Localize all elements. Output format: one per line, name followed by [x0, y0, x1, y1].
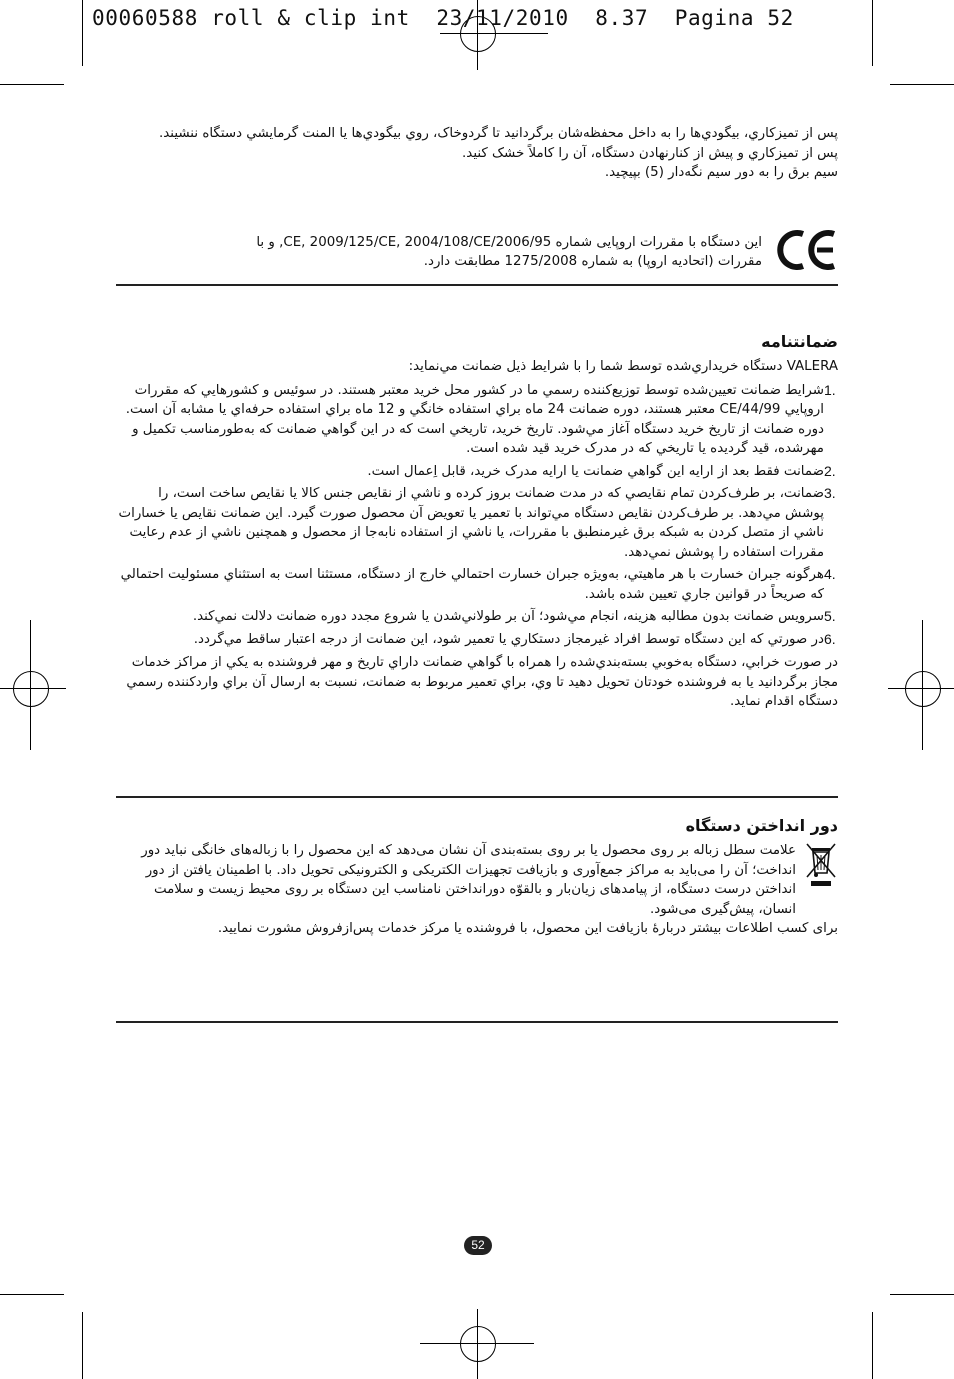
item-number: 4.: [824, 566, 836, 582]
warranty-item: [116, 484, 838, 562]
warranty-item: [116, 462, 838, 482]
cleaning-line: سیم برق را به دور سیم نگه‌دار (5) بپیچید.: [604, 165, 838, 180]
crop-mark: [890, 84, 954, 85]
item-text: سرویس ضمانت بدون مطالبه هزینه، انجام مي‌شود؛ آن بر طولاني‌شدن یا شروع مجدد دوره ضمانت دلالت نمي‌کند.: [192, 609, 824, 624]
crop-mark: [0, 1294, 64, 1295]
disposal-text: علامت سطل زباله بر روی محصول یا بر روی بسته‌بندی آن نشان می‌دهد که این محصول را با زباله‌های خانگی نباید دور انداخت؛ آن را می‌باید به مراکز جمع‌آوری و بازیافت تجهیزات الکتریکی و الکترونیکی تحویل داد. با اطمینان یافتن از دور انداختن درست دستگاه، از پیامدهای زیان‌بار و بالقوّه دورانداختن نامناسب این دستگاه بر روی محیط زیست و سلامت انسان، پیش‌گیری می‌شود.: [141, 843, 796, 917]
warranty-intro: VALERA دستگاه خریداري‌شده توسط شما را با شرایط ذیل ضمانت مي‌نماید:: [408, 359, 838, 374]
item-text: در صورتي که این دستگاه توسط افراد غیرمجاز دستکاري یا تعمیر شود، این ضمانت از درجه اعتبار ساقط مي‌گردد.: [193, 631, 824, 647]
item-text: ضمانت، بر طرف‌کردن تمام نقایصي که در مدت ضمانت بروز کرده و ناشي از نقایص جنس کالا یا نقایص ساخت است، را پوشش مي‌دهد. بر طرف‌کردن نقایص دستگاه مي‌تواند با تعمیر یا تعویض آن محصول صورت گیرد. این ضمانت نقایص یا خسارات ناشي از متصل کردن به شبکه برق غیرمنطبق با مقررات، یا ناشي از استفاده نابه‌جا از محصول و همچنین ناشي از عدم رعایت مقررات استفاده را پوشش نمي‌دهد.: [118, 486, 824, 560]
warranty-item: [116, 607, 838, 627]
item-number: 6.: [824, 630, 836, 647]
crop-mark: [872, 0, 873, 66]
cleaning-line: پس از تمیزکاري، بیگودي‌ها را به داخل محفظه‌شان برگردانید تا گردوخاک، روي بیگودي‌ها یا المنت گرمایشي دستگاه ننشیند.: [159, 126, 838, 141]
item-text: ضمانت فقط بعد از ارایه این گواهي ضمانت یا ارایه مدرک خرید، قابل اِعمال است.: [367, 463, 824, 479]
warranty-title: ضمانتنامه: [761, 332, 838, 351]
section-divider: [116, 284, 838, 286]
item-number: 5.: [824, 608, 836, 624]
crop-mark: [890, 1294, 954, 1295]
ce-mark-icon: [776, 226, 838, 278]
item-text: شرایط ضمانت تعیین‌شده توسط توزیع‌کننده رسمي ما در کشور محل خرید معتبر هستند. در سوئیس و کشورهایي که مقررات اروپایي 44/99/CE معتبر هستند، دوره ضمانت 24 ماه براي استفاده خانگي و 12 ماه براي استفاده حرفه‌اي یا مشابه آن است. دوره ضمانت از تاریخ خرید دستگاه آغاز مي‌شود. تاریخ خرید، تاریخي است که در این گواهي ضمانت که به‌طورمناسب تکمیل و مهرشده، قید گردیده یا تاریخي که در مدرک خرید قید شده است.: [125, 382, 824, 456]
ce-compliance: [116, 226, 838, 278]
crop-mark: [0, 84, 64, 85]
cleaning-line: پس از تمیزکاري و پیش از کنارنهادن دستگاه، آن را کاملاً خشک کنید.: [462, 145, 838, 161]
warranty-item: [116, 565, 838, 604]
cleaning-section: [116, 124, 838, 183]
ce-text-line: مقررات (اتحادیه اروپا) به شماره 1275/2008 مطابقت دارد.: [423, 254, 762, 269]
item-text: هرگونه جبران خسارت با هر ماهیتي، به‌ویژه جبران خسارت احتمالي خارج از دستگاه، مستثنا است به استثناي مسئولیت احتمالي که صریحاً در قوانین جاري تعیین شده باشد.: [120, 567, 824, 602]
item-number: 2.: [824, 462, 836, 479]
disposal-title: دور انداختن دستگاه: [685, 816, 838, 835]
disposal-text: برای کسب اطلاعات بیشتر دربارهٔ بازیافت این محصول، با فروشنده یا مرکز خدمات پس‌ازفروش مشورت نمایید.: [217, 921, 838, 936]
crop-mark: [872, 1312, 873, 1379]
disposal-section: [116, 816, 838, 939]
ce-text-line: این دستگاه با مقررات اروپایی شماره 2006/95/CE, 2009/125/CE, 2004/108/CE, و با: [256, 234, 762, 250]
warranty-section: [116, 332, 838, 712]
warranty-item: [116, 381, 838, 459]
warranty-item: [116, 630, 838, 650]
page-number: 52: [464, 1236, 492, 1255]
warranty-closing: در صورت خرابي، دستگاه به‌خوبي بسته‌بندي‌شده را همراه با گواهي ضمانت داراي تاریخ و مهر فروشنده به یکي از مراکز خدمات مجاز برگردانید یا به فروشنده خودتان تحویل دهید تا وي، براي تعمیر مربوط به ضمانت، نسبت به ارسال آن براي واردکننده رسمي دستگاه اقدام نماید.: [126, 655, 838, 709]
crossed-out-wheeled-bin-icon: [804, 841, 838, 891]
section-divider: [116, 796, 838, 798]
item-number: 1.: [824, 381, 836, 398]
crop-mark: [82, 1312, 83, 1379]
crop-mark: [82, 0, 83, 66]
item-number: 3.: [824, 485, 836, 501]
print-slug-header: 00060588 roll & clip int 23/11/2010 8.37 Pagina 52: [92, 6, 794, 30]
section-divider: [116, 1021, 838, 1023]
